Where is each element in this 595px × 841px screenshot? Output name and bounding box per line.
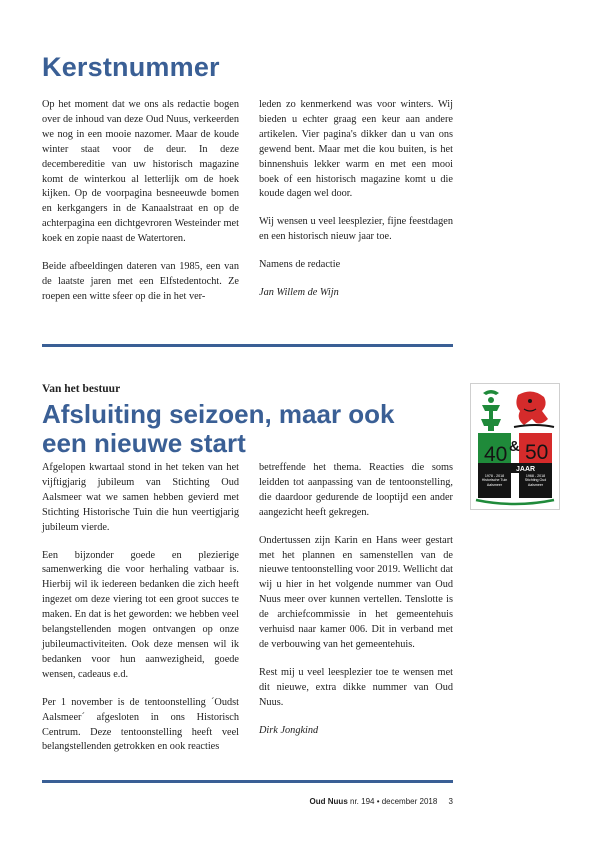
paragraph: Ondertussen zijn Karin en Hans weer gestart met het plannen en samenstellen van de nieuwe tentoonstelling voor 2019. Wellicht dat wij u hier in het volgende nummer van Oud Nuus meer over kunnen vertellen. Tenslotte is de archiefcommissie in het gemeentehuis verhuisd naar kamer 006. Dit in verband met de verbouwing van het gemeentehuis.: [259, 534, 453, 650]
section-divider: [42, 780, 453, 783]
logo-left-number: 40: [484, 443, 508, 466]
section-kicker: Van het bestuur: [42, 383, 121, 395]
logo-right-caption: 1968 - 2018 Stichting Oud Aalsmeer: [524, 474, 547, 487]
paragraph: Namens de redactie: [259, 259, 341, 271]
logo-left-caption: 1978 - 2018 Historische Tuin Aalsmeer: [481, 474, 508, 487]
paragraph: leden zo kenmerkend was voor winters. Wij bieden u echter graag een keur aan andere artikelen. Vier pagina's dikker dan u van ons gewend bent. Maar met die kou buiten, is het binnenshuis lekker warm en met een mooi boek of een historisch magazine komt u die koude dagen wel door.: [259, 99, 453, 200]
footer-publication: Oud Nuus: [309, 797, 348, 806]
paragraph: Afgelopen kwartaal stond in het teken van het vijftigjarig jubileum van Stichting Oud Aalsmeer wat we samen hebben gevierd met Stichting Historische Tuin die hun veertigjarig jubileum vierde.: [42, 462, 239, 533]
article-column-left: [42, 461, 239, 768]
article-column-right: [259, 98, 453, 314]
page-footer: [300, 797, 453, 806]
paragraph: Beide afbeeldingen dateren van 1985, een van de laatste jaren met een Elfstedentocht. Ze roepen een witte sfeer op die in het ver-: [42, 261, 239, 302]
anniversary-logo: [470, 383, 560, 510]
paragraph: Een bijzonder goede en plezierige samenwerking die voor herhaling vatbaar is. Hierbij wil ik iedereen bedanken die zich heeft ingezet om deze viering tot een groot succes te maken. En dat is het geworden: we hebben veel belangstellenden mogen ontvangen op onze jubileumactiviteiten. Ook deze mensen wil ik bedanken voor hun aanwezigheid, goede wensen, cadeaus e.d.: [42, 549, 239, 680]
section-divider: [42, 344, 453, 347]
signature: Dirk Jongkind: [259, 724, 319, 736]
signature: Jan Willem de Wijn: [259, 287, 339, 299]
article-title: Afsluiting seizoen, maar ook een nieuwe start: [42, 399, 395, 458]
paragraph: Per 1 november is de tentoonstelling ´Oudst Aalsmeer´ afgesloten in ons Historisch Centrum. Deze tentoonstelling heeft veel belangstellenden getrokken en ook reacties: [42, 696, 239, 753]
footer-issue: nr. 194 • december 2018: [350, 797, 438, 806]
logo-right-number: 50: [525, 441, 549, 464]
logo-left-caption-wrap: [479, 474, 510, 497]
article-title: Kerstnummer: [42, 52, 220, 82]
paragraph: betreffende het thema. Reacties die soms leidden tot aanpassing van de tentoonstelling, die daardoor gedurende de looptijd een ander aangezicht heeft gekregen.: [259, 462, 453, 518]
article-column-right: [259, 461, 453, 752]
article-column-left: [42, 98, 239, 318]
logo-ampersand: &: [509, 438, 520, 455]
paragraph: Wij wensen u veel leesplezier, fijne feestdagen en een historisch nieuw jaar toe.: [259, 216, 453, 243]
paragraph: Op het moment dat we ons als redactie bogen over de inhoud van deze Oud Nuus, verkeerden we nog in een mooie nazomer. Maar de koude winter staat voor de deur. In deze decembereditie van uw historisch magazine komt de winterkou al letterlijk om de hoek kijken. Op de voorpagina besneeuwde bomen en kerkgangers in de Kanaalstraat en op de achterpagina een dichtgevroren Westeinder met koek en zopie naast de Watertoren.: [42, 99, 239, 245]
paragraph: Rest mij u veel leesplezier toe te wensen met dit nieuwe, extra dikke nummer van Oud Nuus.: [259, 666, 453, 708]
logo-jaar-label: JAAR: [516, 466, 536, 473]
logo-right-caption-wrap: [520, 474, 551, 497]
page-number: 3: [448, 797, 453, 806]
